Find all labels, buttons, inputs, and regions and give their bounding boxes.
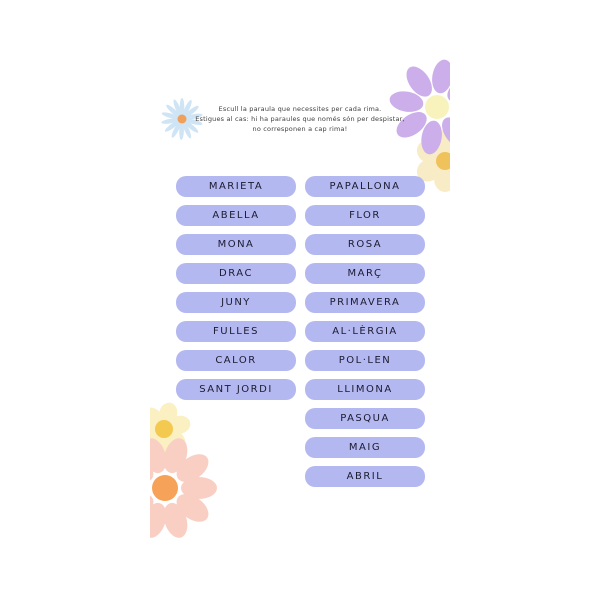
pink-daisy-icon [150,413,240,563]
word-pill[interactable]: FLOR [305,205,425,226]
word-pill[interactable]: ROSA [305,234,425,255]
word-pill[interactable]: MARÇ [305,263,425,284]
word-bank-left-column [176,176,296,400]
instruction-line: Estigues al cas: hi ha paraules que només són per despistar, [195,115,405,123]
word-pill[interactable]: ABELLA [176,205,296,226]
instruction-line: no corresponen a cap rima! [252,125,348,133]
word-pill[interactable]: MARIETA [176,176,296,197]
word-pill[interactable]: MAIG [305,437,425,458]
word-pill[interactable]: POL·LEN [305,350,425,371]
worksheet-page [150,0,450,600]
word-pill[interactable]: MONA [176,234,296,255]
instructions [150,104,450,134]
word-pill[interactable]: SANT JORDI [176,379,296,400]
word-pill[interactable]: DRAC [176,263,296,284]
word-pill[interactable]: FULLES [176,321,296,342]
word-bank-right-column [305,176,425,487]
word-pill[interactable]: JUNY [176,292,296,313]
word-pill[interactable]: PRIMAVERA [305,292,425,313]
word-pill[interactable]: LLIMONA [305,379,425,400]
word-pill[interactable]: CALOR [176,350,296,371]
word-pill[interactable]: PAPALLONA [305,176,425,197]
word-pill[interactable]: AL·LÈRGIA [305,321,425,342]
word-pill[interactable]: ABRIL [305,466,425,487]
instruction-line: Escull la paraula que necessites per cada rima. [218,105,382,113]
word-pill[interactable]: PASQUA [305,408,425,429]
